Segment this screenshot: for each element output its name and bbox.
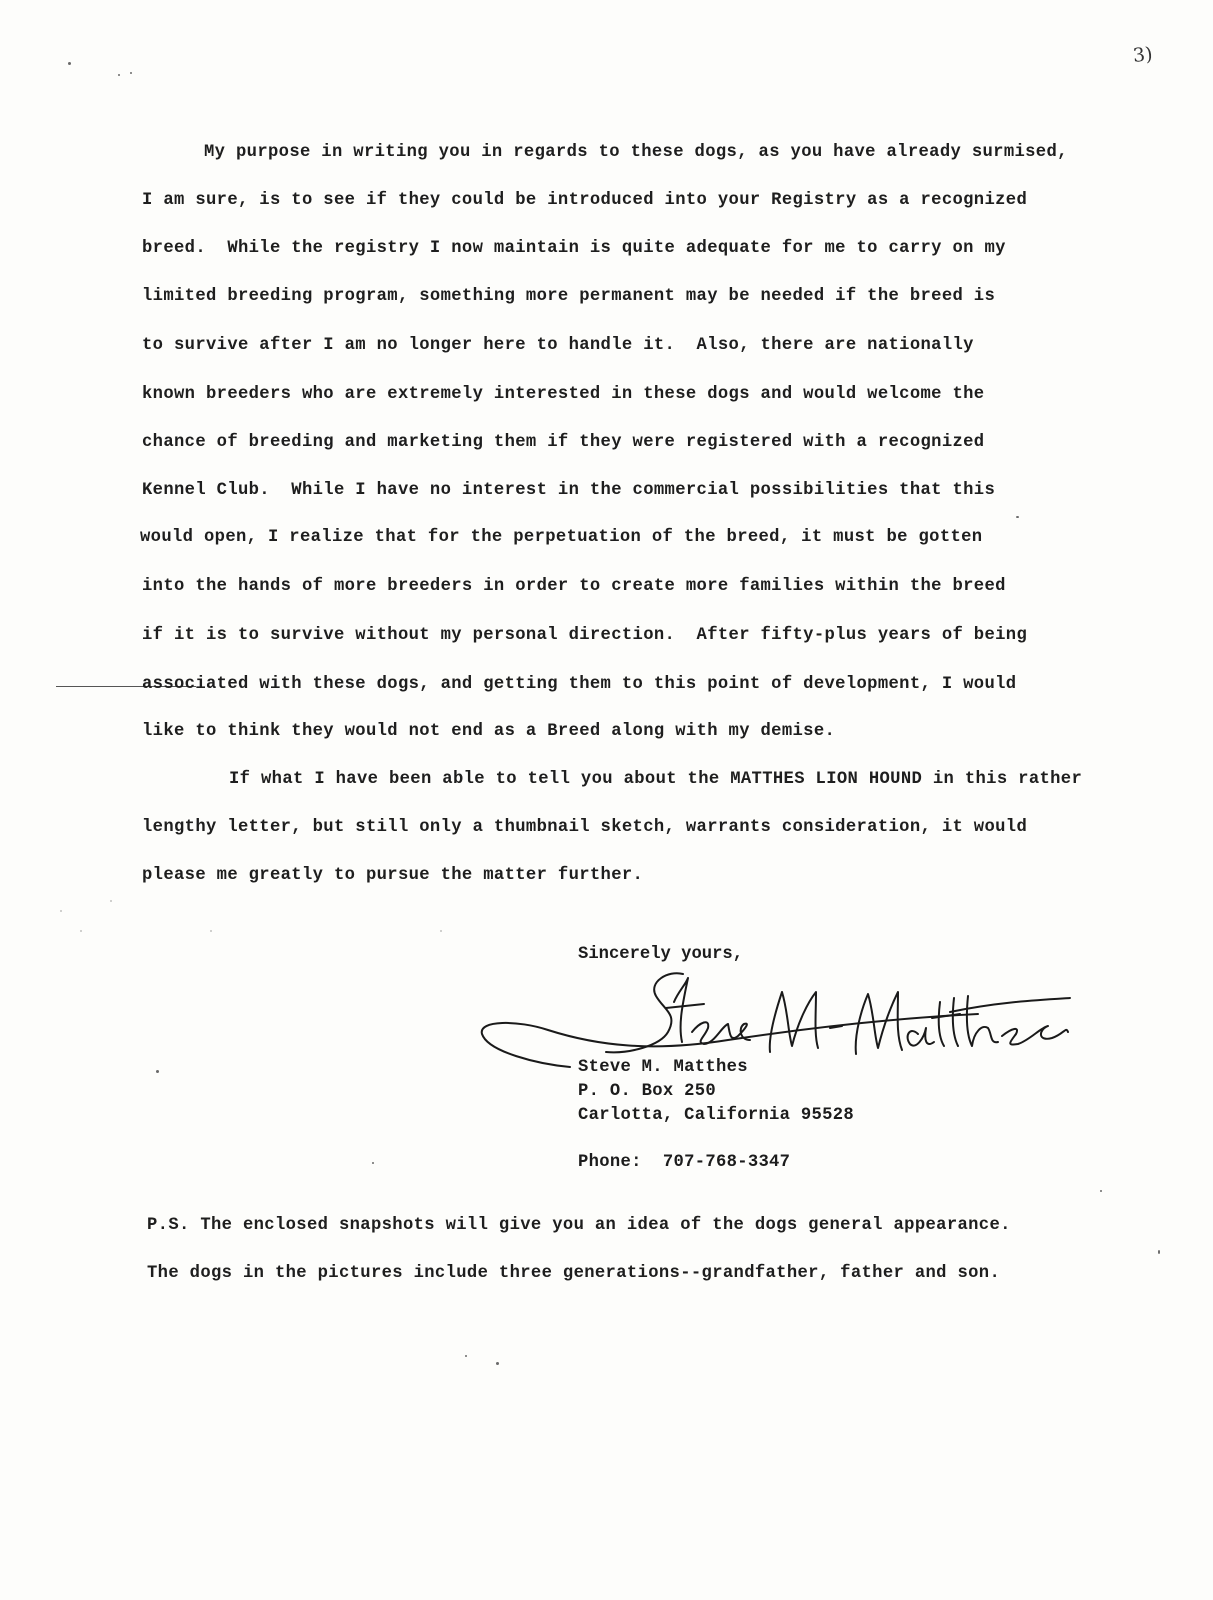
scan-speck — [465, 1355, 467, 1357]
body-line: known breeders who are extremely interested in these dogs and would welcome the — [142, 385, 985, 404]
body-line: chance of breeding and marketing them if they were registered with a recognized — [142, 433, 985, 452]
scan-speck — [1016, 516, 1019, 518]
scan-speck — [1100, 1190, 1102, 1192]
scan-speck — [1158, 1250, 1160, 1254]
body-line: If what I have been able to tell you about the MATTHES LION HOUND in this rather — [229, 770, 1083, 789]
scan-speck — [440, 930, 442, 932]
scan-speck — [110, 900, 112, 902]
body-line: limited breeding program, something more permanent may be needed if the breed is — [142, 287, 996, 306]
body-line: breed. While the registry I now maintain is quite adequate for me to carry on my — [142, 239, 1006, 258]
scan-speck — [210, 930, 212, 932]
body-line: like to think they would not end as a Breed along with my demise. — [142, 722, 836, 741]
postscript-line: P.S. The enclosed snapshots will give you an idea of the dogs general appearance. — [147, 1216, 1011, 1235]
body-line: would open, I realize that for the perpetuation of the breed, it must be gotten — [140, 528, 983, 547]
body-line: associated with these dogs, and getting them to this point of development, I would — [142, 675, 1017, 694]
scan-speck — [130, 72, 132, 74]
body-line: lengthy letter, but still only a thumbnail sketch, warrants consideration, it would — [142, 818, 1028, 837]
sender-city: Carlotta, California 95528 — [578, 1106, 854, 1125]
page-number-mark: 3) — [1131, 43, 1154, 67]
body-line: My purpose in writing you in regards to these dogs, as you have already surmised, — [204, 143, 1068, 162]
postscript-line: The dogs in the pictures include three generations--grandfather, father and son. — [147, 1264, 1001, 1283]
sender-name: Steve M. Matthes — [578, 1058, 748, 1077]
sender-po-box: P. O. Box 250 — [578, 1082, 716, 1101]
scan-speck — [80, 930, 82, 932]
scan-speck — [496, 1362, 499, 1365]
scan-speck — [60, 910, 62, 912]
body-line: Kennel Club. While I have no interest in the commercial possibilities that this — [142, 481, 996, 500]
sender-phone: Phone: 707-768-3347 — [578, 1153, 791, 1172]
handwritten-signature — [478, 962, 1078, 1082]
closing-salutation: Sincerely yours, — [578, 945, 744, 964]
body-line: to survive after I am no longer here to handle it. Also, there are nationally — [142, 336, 974, 355]
body-line: if it is to survive without my personal direction. After fifty-plus years of being — [142, 626, 1028, 645]
body-line: I am sure, is to see if they could be introduced into your Registry as a recognized — [142, 191, 1028, 210]
scan-speck — [68, 62, 71, 65]
scan-speck — [118, 74, 120, 76]
scan-speck — [372, 1162, 374, 1164]
body-line: please me greatly to pursue the matter further. — [142, 866, 644, 885]
scan-speck — [156, 1070, 159, 1073]
body-line: into the hands of more breeders in order to create more families within the breed — [142, 577, 1006, 596]
